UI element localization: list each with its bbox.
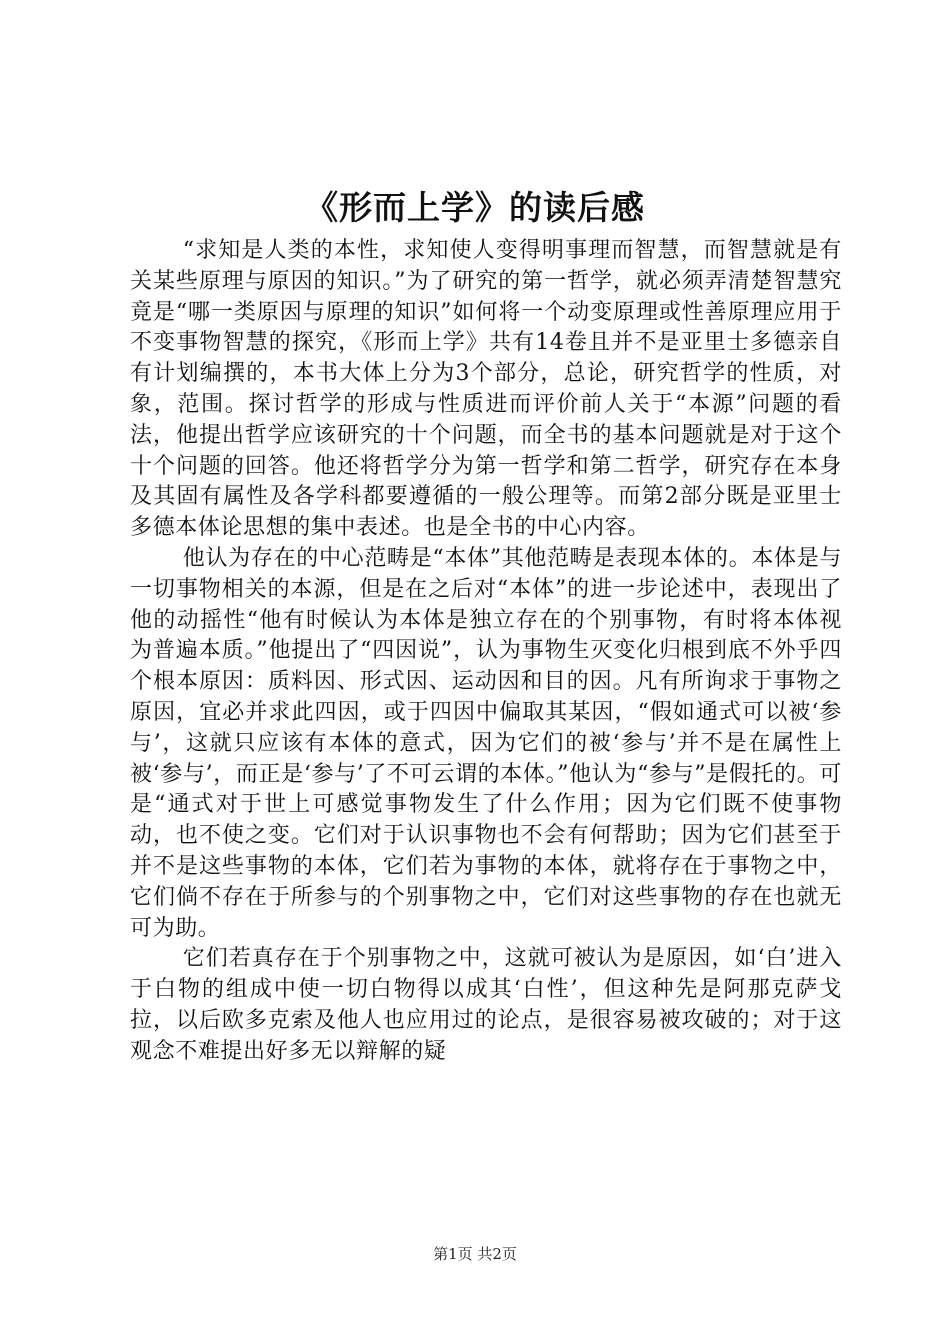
paragraph: 它们若真存在于个别事物之中，这就可被认为是原因，如‘白’进入于白物的组成中使一切白物得以成其‘白性’，但这种先是阿那克萨戈拉，以后欧多克索及他人也应用过的论点，是很容易被攻破的；对于这观念不难提出好多无以辩解的疑: [130, 946, 842, 1064]
paragraph: 他认为存在的中心范畴是“本体”其他范畴是表现本体的。本体是与一切事物相关的本源，但是在之后对“本体”的进一步论述中，表现出了他的动摇性“他有时候认为本体是独立存在的个别事物，有时将本体视为普遍本质。”他提出了“四因说”，认为事物生灭变化归根到底不外乎四个根本原因：质料因、形式因、运动因和目的因。凡有所询求于事物之原因，宜必并求此四因，或于四因中偏取其某因，“假如通式可以被‘参与’，这就只应该有本体的意式，因为它们的被‘参与’并不是在属性上被‘参与’，而正是‘参与’了不可云谓的本体。”他认为“参与”是假托的。可是“通式对于世上可感觉事物发生了什么作用；因为它们既不使事物动，也不使之变。它们对于认识事物也不会有何帮助；因为它们甚至于并不是这些事物的本体，它们若为事物的本体，就将存在于事物之中，它们倘不存在于所参与的个别事物之中，它们对这些事物的存在也就无可为助。: [130, 545, 842, 941]
page-footer: 第1页 共2页: [433, 1245, 517, 1263]
document-body: [130, 236, 842, 1068]
document-title: 《形而上学》的读后感: [305, 188, 645, 227]
paragraph: “求知是人类的本性，求知使人变得明事理而智慧，而智慧就是有关某些原理与原因的知识。”为了研究的第一哲学，就必须弄清楚智慧究竟是“哪一类原因与原理的知识”如何将一个动变原理或性善原理应用于不变事物智慧的探究，《形而上学》共有14卷且并不是亚里士多德亲自有计划编撰的，本书大体上分为3个部分，总论，研究哲学的性质，对象，范围。探讨哲学的形成与性质进而评价前人关于“本源”问题的看法，他提出哲学应该研究的十个问题，而全书的基本问题就是对于这个十个问题的回答。他还将哲学分为第一哲学和第二哲学，研究存在本身及其固有属性及各学科都要遵循的一般公理等。而第2部分既是亚里士多德本体论思想的集中表述。也是全书的中心内容。: [130, 238, 842, 541]
